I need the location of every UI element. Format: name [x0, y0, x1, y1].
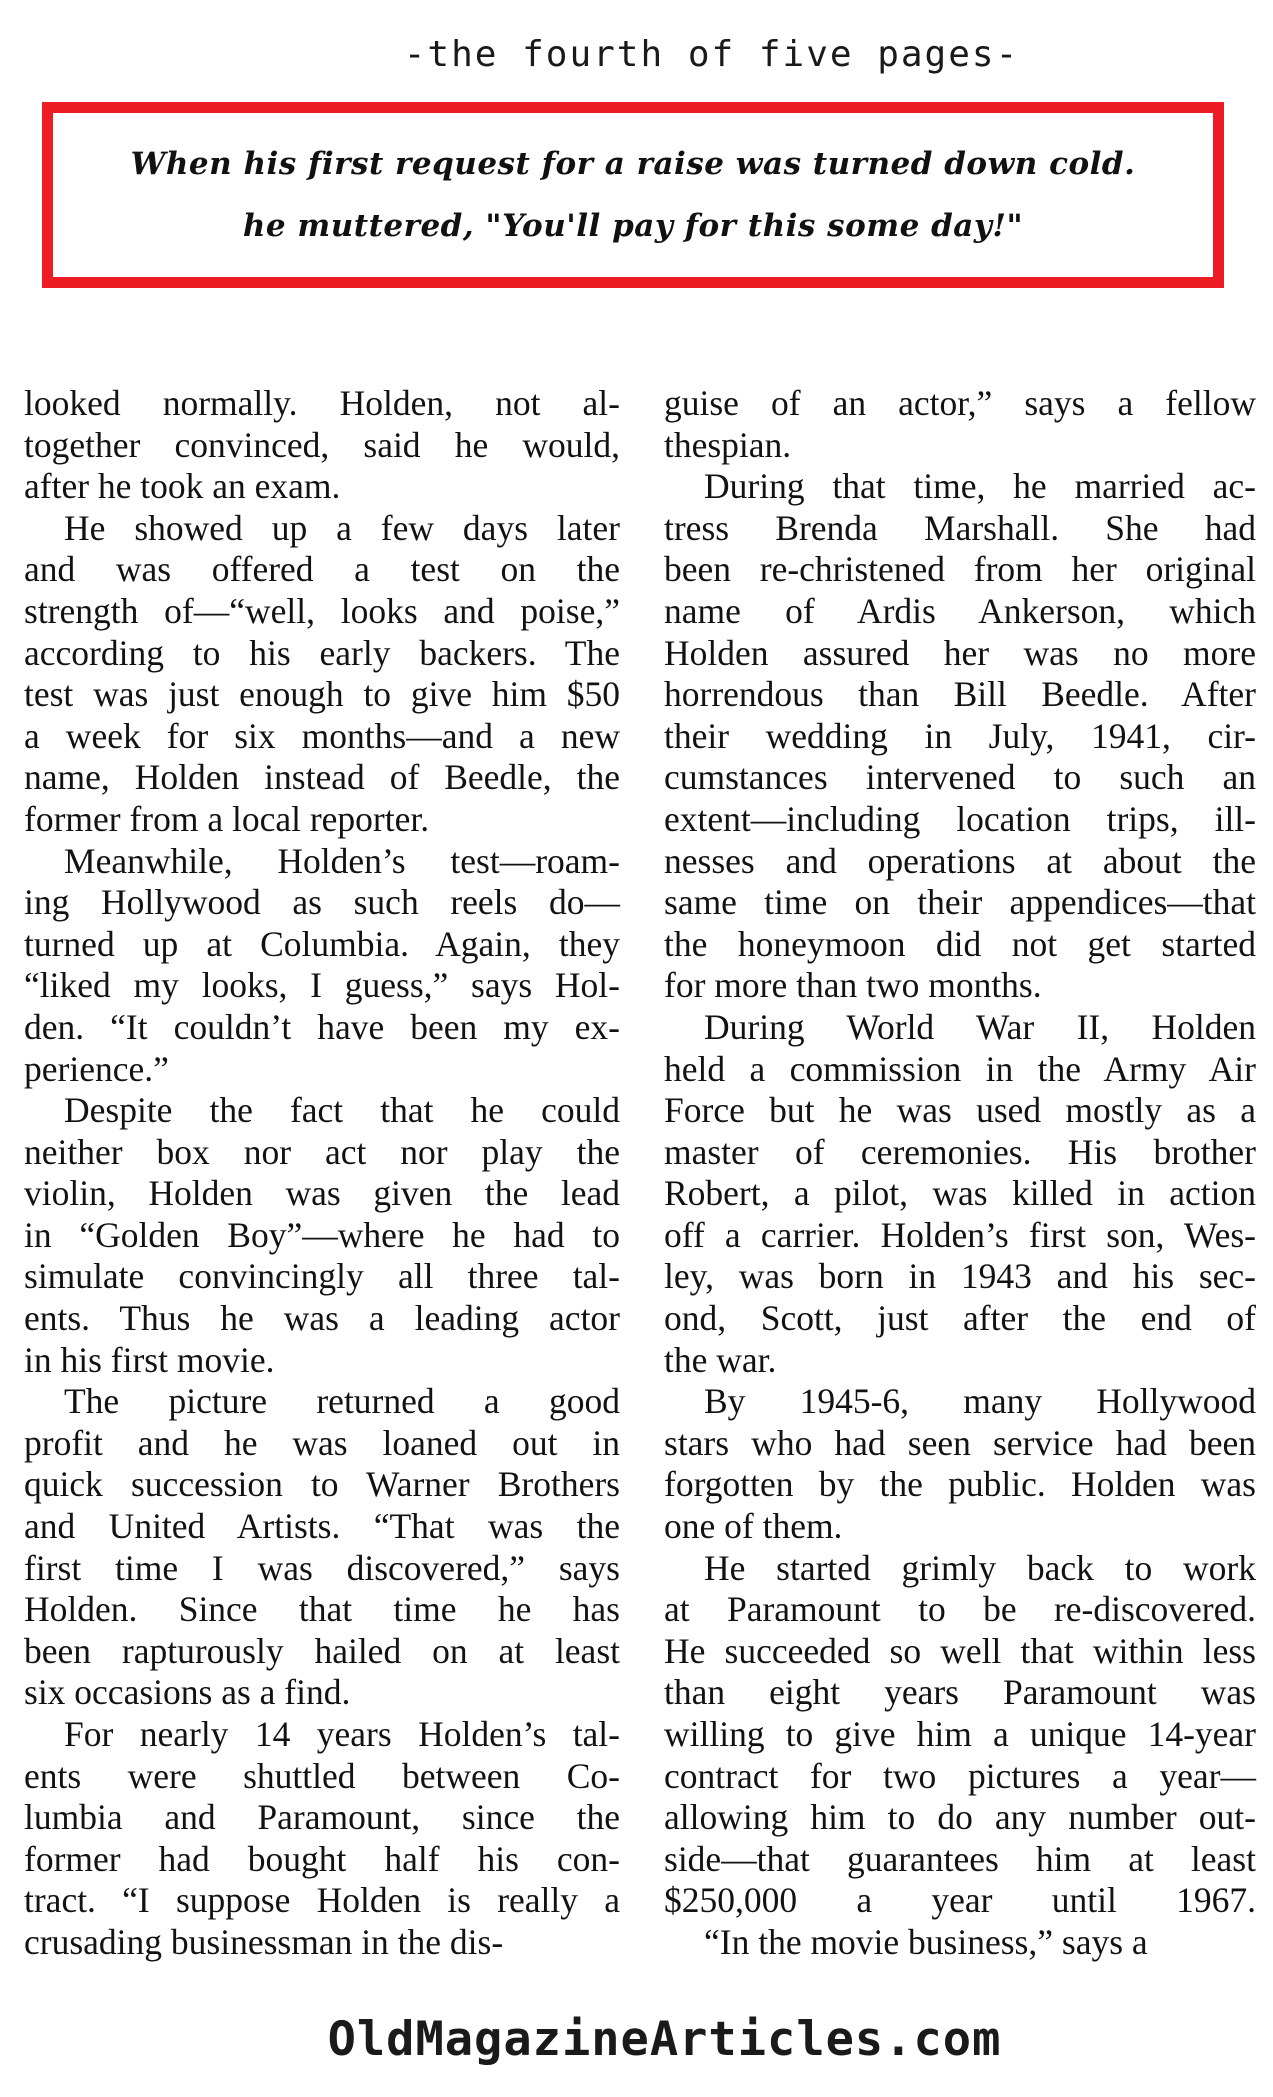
article-text-line: former from a local reporter. — [24, 798, 430, 839]
article-text-line: He started grimly back to work — [704, 1547, 1256, 1588]
article-text-line: their wedding in July, 1941, cir- — [664, 715, 1256, 756]
article-text-line: been rapturously hailed on at least — [24, 1630, 620, 1671]
site-watermark: OldMagazineArticles.com — [327, 2012, 1002, 2067]
article-text-line: tress Brenda Marshall. She had — [664, 507, 1256, 548]
article-text-line: lumbia and Paramount, since the — [24, 1797, 620, 1838]
article-text-line: master of ceremonies. His brother — [664, 1131, 1256, 1172]
article-text-line: Meanwhile, Holden’s test—roam- — [64, 840, 620, 881]
article-text-line: one of them. — [664, 1506, 843, 1547]
article-text-line: The picture returned a good — [64, 1381, 620, 1422]
article-text-line: turned up at Columbia. Again, they — [24, 923, 620, 964]
article-text-line: simulate convincingly all three tal- — [24, 1256, 620, 1297]
article-text-line: By 1945-6, many Hollywood — [704, 1381, 1256, 1422]
article-text-line: violin, Holden was given the lead — [24, 1173, 620, 1214]
article-text-line: stars who had seen service had been — [664, 1422, 1256, 1463]
article-text-line: ley, was born in 1943 and his sec- — [664, 1256, 1256, 1297]
article-text-line: six occasions as a find. — [24, 1672, 351, 1713]
article-text-line: Force but he was used mostly as a — [664, 1090, 1256, 1131]
article-text-line: a week for six months—and a new — [24, 715, 620, 756]
article-text-line: During World War II, Holden — [704, 1006, 1256, 1047]
article-text-line: side—that guarantees him at least — [664, 1838, 1256, 1879]
article-text-line: test was just enough to give him $50 — [24, 674, 620, 715]
article-text-line: Holden. Since that time he has — [24, 1589, 620, 1630]
article-text-line: extent—including location trips, ill- — [664, 798, 1256, 839]
pull-quote-line-2: he muttered, "You'll pay for this some day!" — [242, 208, 1024, 244]
article-text-line: He showed up a few days later — [64, 507, 620, 548]
article-text-line: and was offered a test on the — [24, 549, 620, 590]
article-text-line: horrendous than Bill Beedle. After — [664, 674, 1256, 715]
article-text-line: first time I was discovered,” says — [24, 1547, 620, 1588]
article-text-line: in his first movie. — [24, 1339, 275, 1380]
article-text-line: name, Holden instead of Beedle, the — [24, 757, 620, 798]
article-text-line: “In the movie business,” says a — [704, 1921, 1148, 1962]
article-column-right — [664, 383, 1256, 1964]
article-text-line: ents were shuttled between Co- — [24, 1755, 620, 1796]
article-text-line: been re-christened from her original — [664, 549, 1256, 590]
article-text-line: “liked my looks, I guess,” says Hol- — [24, 965, 620, 1006]
article-text-line: allowing him to do any number out- — [664, 1797, 1256, 1838]
article-text-line: Robert, a pilot, was killed in action — [664, 1173, 1256, 1214]
article-text-line: willing to give him a unique 14-year — [664, 1714, 1256, 1754]
article-text-line: forgotten by the public. Holden was — [664, 1464, 1256, 1505]
article-text-line: at Paramount to be re-discovered. — [664, 1589, 1256, 1630]
article-text-line: Holden assured her was no more — [664, 632, 1256, 673]
pull-quote-line-1: When his first request for a raise was turned down cold. — [130, 146, 1136, 182]
article-text-line: ing Hollywood as such reels do— — [24, 882, 620, 923]
article-text-line: strength of—“well, looks and poise,” — [24, 590, 620, 631]
page-indicator: -the fourth of five pages- — [403, 34, 1020, 75]
article-text-line: the honeymoon did not get started — [664, 923, 1256, 964]
article-text-line: thespian. — [664, 424, 792, 465]
article-text-line: according to his early backers. The — [24, 632, 620, 673]
article-text-line: $250,000 a year until 1967. — [664, 1880, 1256, 1921]
article-text-line: den. “It couldn’t have been my ex- — [24, 1006, 620, 1047]
article-text-line: crusading businessman in the dis- — [24, 1921, 504, 1962]
article-text-line: together convinced, said he would, — [24, 424, 620, 465]
article-text-line: ond, Scott, just after the end of — [664, 1298, 1256, 1339]
article-text-line: neither box nor act nor play the — [24, 1131, 620, 1172]
article-text-line: name of Ardis Ankerson, which — [664, 590, 1256, 631]
article-text-line: after he took an exam. — [24, 466, 341, 507]
article-text-line: than eight years Paramount was — [664, 1672, 1256, 1713]
article-text-line: the war. — [664, 1339, 777, 1380]
article-text-line: tract. “I suppose Holden is really a — [24, 1880, 620, 1921]
article-text-line: in “Golden Boy”—where he had to — [24, 1214, 620, 1255]
article-text-line: for more than two months. — [664, 965, 1042, 1006]
article-text-line: held a commission in the Army Air — [664, 1048, 1256, 1089]
article-text-line: contract for two pictures a year— — [664, 1755, 1256, 1796]
article-text-line: perience.” — [24, 1048, 169, 1089]
article-text-line: He succeeded so well that within less — [664, 1630, 1256, 1671]
article-text-line: For nearly 14 years Holden’s tal- — [64, 1714, 620, 1754]
article-text-line: and United Artists. “That was the — [24, 1506, 620, 1547]
article-text-line: During that time, he married ac- — [704, 466, 1256, 507]
article-text-line: quick succession to Warner Brothers — [24, 1464, 620, 1505]
article-text-line: former had bought half his con- — [24, 1838, 620, 1879]
pull-quote-box — [42, 102, 1224, 288]
article-text-line: cumstances intervened to such an — [664, 757, 1256, 798]
article-text-line: profit and he was loaned out in — [24, 1422, 620, 1463]
article-text-line: same time on their appendices—that — [664, 882, 1256, 923]
article-text-line: ents. Thus he was a leading actor — [24, 1298, 620, 1339]
article-text-line: off a carrier. Holden’s first son, Wes- — [664, 1214, 1256, 1255]
article-column-left — [24, 383, 620, 1964]
article-text-line: looked normally. Holden, not al- — [24, 383, 620, 423]
article-text-line: guise of an actor,” says a fellow — [664, 383, 1256, 423]
article-text-line: Despite the fact that he could — [64, 1090, 620, 1131]
article-text-line: nesses and operations at about the — [664, 840, 1256, 881]
